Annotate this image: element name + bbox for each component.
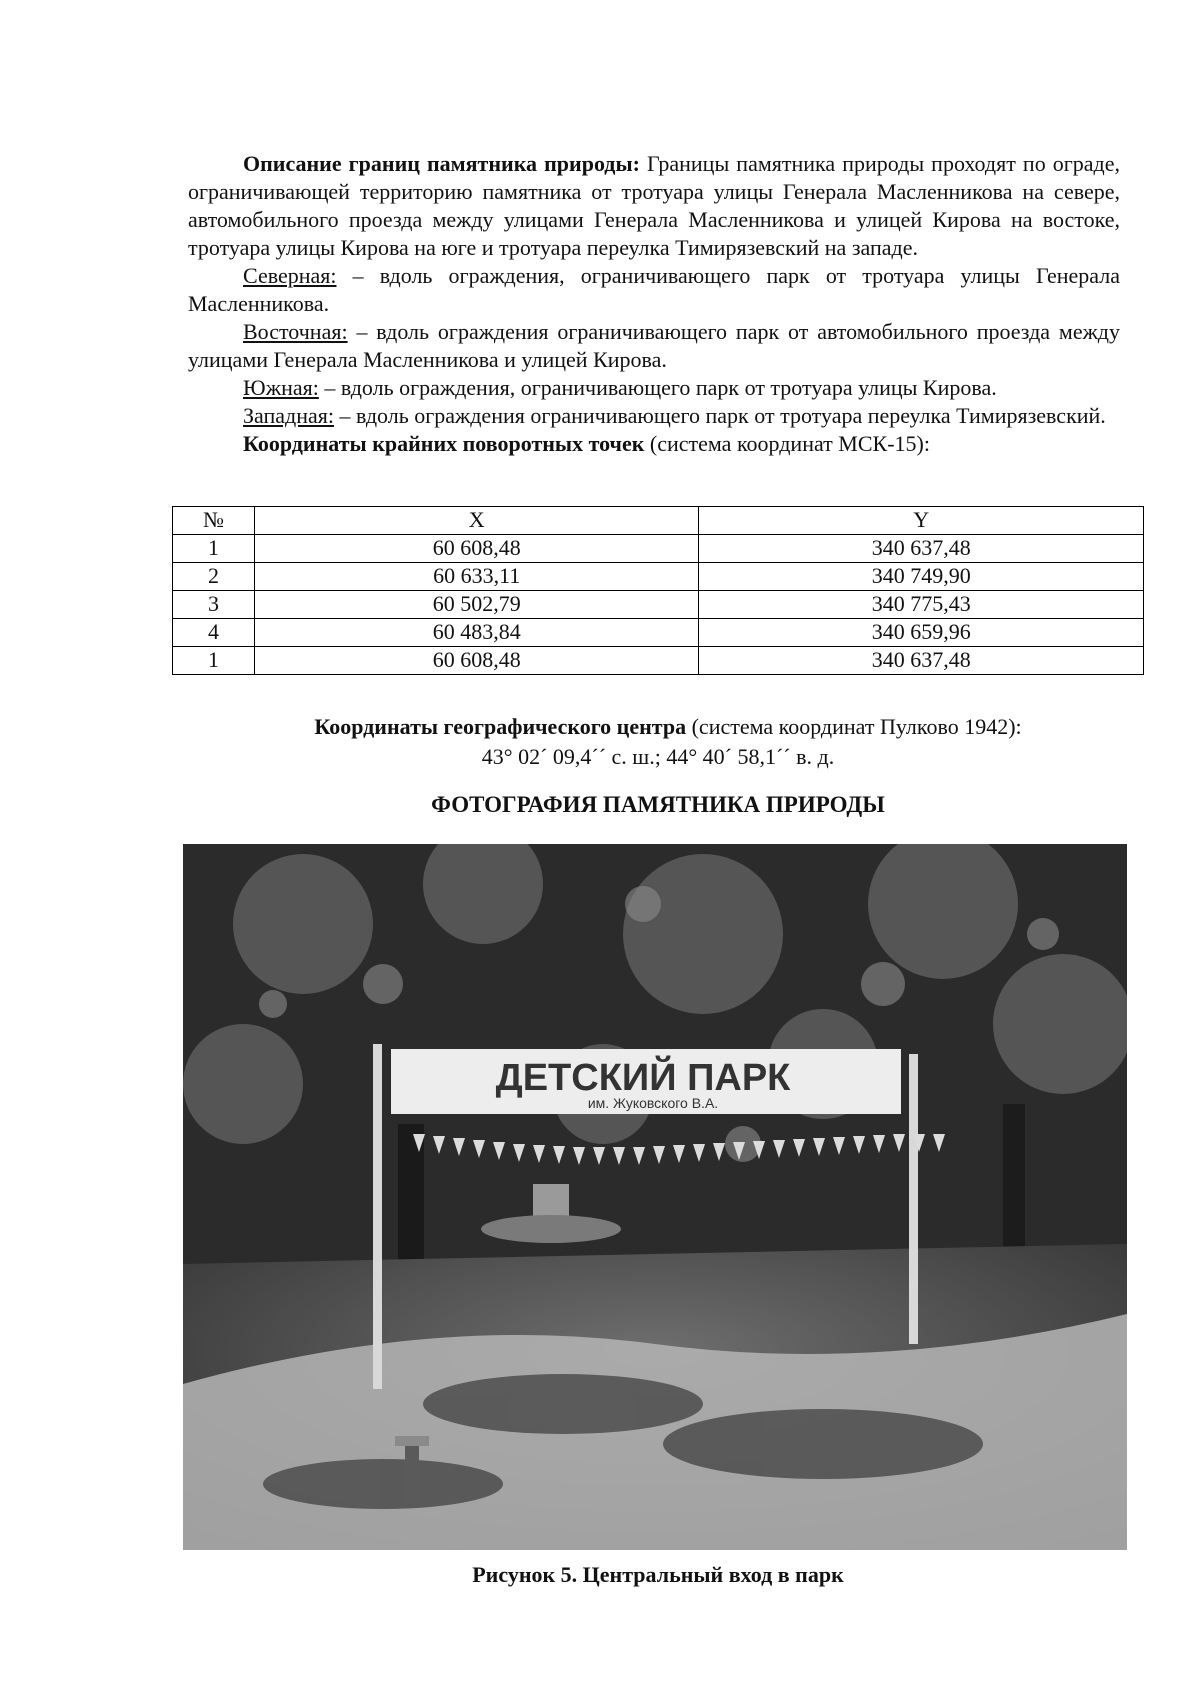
table-cell: 340 749,90 — [699, 563, 1144, 591]
coords-title-bold: Координаты крайних поворотных точек — [243, 431, 645, 456]
boundary-text: – вдоль ограждения, ограничивающего парк от тротуара улицы Генерала Масленникова. — [188, 263, 1120, 316]
table-cell: 3 — [173, 591, 255, 619]
figure-caption: Рисунок 5. Центральный вход в парк — [472, 1562, 844, 1587]
table-cell: 4 — [173, 619, 255, 647]
coords-title-rest: (система координат МСК-15): — [644, 431, 930, 456]
table-row — [173, 591, 1144, 619]
header-cell: № — [173, 507, 255, 535]
table-cell: 340 637,48 — [699, 535, 1144, 563]
table-cell: 60 502,79 — [254, 591, 699, 619]
table-cell: 340 637,48 — [699, 647, 1144, 675]
table-row — [173, 563, 1144, 591]
table-row — [173, 647, 1144, 675]
geo-center-title — [172, 712, 1144, 742]
boundary-label: Северная: — [243, 263, 337, 288]
description-paragraph — [188, 150, 1120, 262]
boundary-text: – вдоль ограждения, ограничивающего парк от тротуара улицы Кирова. — [318, 375, 997, 400]
coordinates-table — [172, 506, 1144, 675]
sign-main-text: ДЕТСКИЙ ПАРК — [495, 1057, 791, 1099]
boundary-north — [188, 262, 1120, 318]
table-cell: 1 — [173, 647, 255, 675]
table-row — [173, 535, 1144, 563]
photo-heading: ФОТОГРАФИЯ ПАМЯТНИКА ПРИРОДЫ — [431, 792, 885, 817]
geo-center-block — [172, 712, 1144, 772]
boundary-east — [188, 318, 1120, 374]
coords-table-title — [188, 430, 1120, 458]
boundary-label: Восточная: — [243, 319, 348, 344]
boundary-label: Западная: — [243, 403, 334, 428]
geo-title-bold: Координаты географического центра — [314, 714, 687, 739]
header-cell: X — [254, 507, 699, 535]
text-block — [188, 150, 1120, 458]
table-cell: 60 608,48 — [254, 535, 699, 563]
description-text: Границы памятника природы проходят по ограде, ограничивающей территорию памятника от тротуара улицы Генерала Масленникова на севере, автомобильного проезда между улицами Генерала Масленникова и улицей Кирова на востоке, тротуара улицы Кирова на юге и тротуара переулка Тимирязевский на западе. — [188, 151, 1120, 260]
boundary-south — [188, 374, 1120, 402]
sign-sub-text: им. Жуковского В.А. — [587, 1095, 719, 1111]
boundary-label: Южная: — [243, 375, 319, 400]
table-cell: 340 775,43 — [699, 591, 1144, 619]
table-cell: 1 — [173, 535, 255, 563]
description-title: Описание границ памятника природы: — [243, 151, 640, 176]
table-cell: 60 608,48 — [254, 647, 699, 675]
table-row — [173, 619, 1144, 647]
boundary-text: – вдоль ограждения ограничивающего парк от автомобильного проезда между улицами Генерала Масленникова и улицей Кирова. — [188, 319, 1120, 372]
table-cell: 60 633,11 — [254, 563, 699, 591]
table-cell: 340 659,96 — [699, 619, 1144, 647]
table-header-row — [173, 507, 1144, 535]
header-cell: Y — [699, 507, 1144, 535]
table-cell: 2 — [173, 563, 255, 591]
boundary-text: – вдоль ограждения ограничивающего парк от тротуара переулка Тимирязевский. — [334, 403, 1106, 428]
table-cell: 60 483,84 — [254, 619, 699, 647]
park-entrance-photo — [183, 844, 1127, 1550]
geo-title-rest: (система координат Пулково 1942): — [686, 714, 1022, 739]
geo-center-value: 43° 02´ 09,4´´ с. ш.; 44° 40´ 58,1´´ в. д. — [481, 744, 835, 769]
photo-illustration — [183, 844, 1127, 1550]
boundary-west — [188, 402, 1120, 430]
